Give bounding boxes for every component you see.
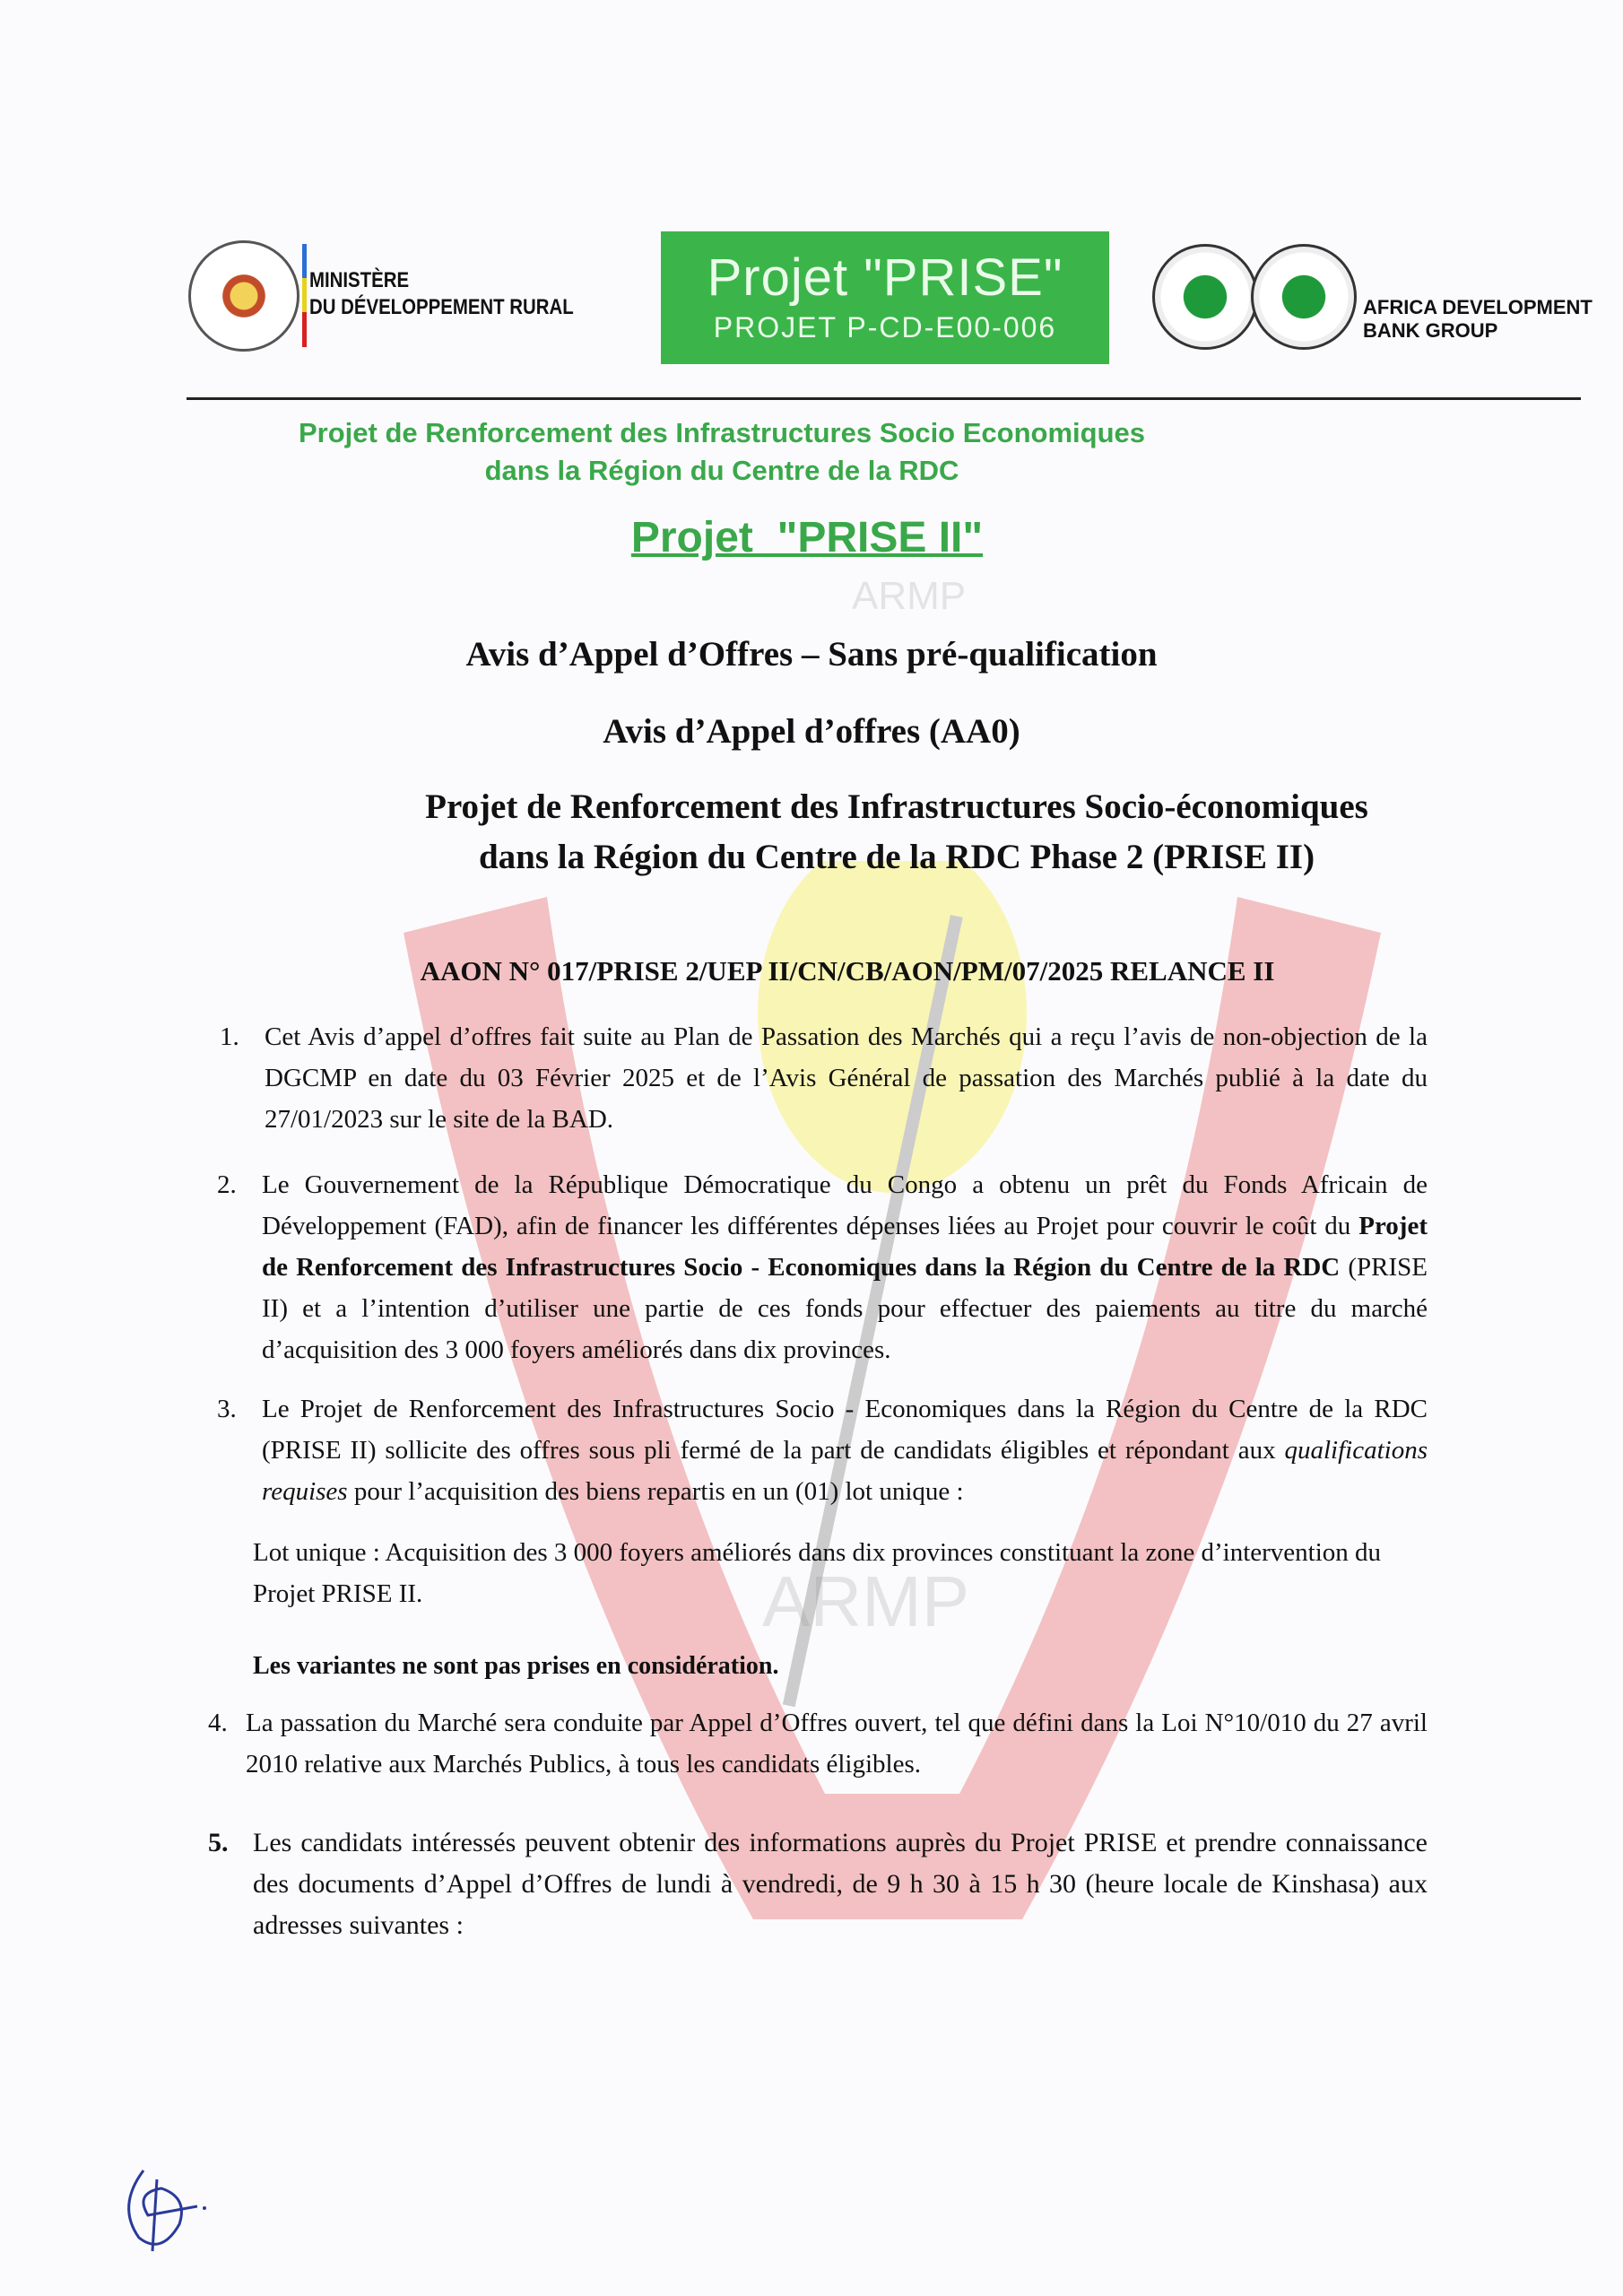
project-logo-box: [661, 231, 1109, 364]
variants-note: Les variantes ne sont pas prises en considération.: [253, 1652, 779, 1680]
lot-description: Lot unique : Acquisition des 3 000 foyers améliorés dans dix provinces constituant la zone d’intervention du Projet PRISE II.: [253, 1538, 1382, 1608]
watermark-armp: ARMP: [852, 574, 967, 618]
ministry-name: [309, 267, 574, 321]
header-divider: [187, 397, 1581, 400]
paragraph-3: [217, 1388, 1428, 1512]
paragraph-text: Le Projet de Renforcement des Infrastructures Socio - Economiques dans la Région du Centre de la RDC (PRISE II) sollicite des offres sous pli fermé de la part de candidats éligibles et répondant aux: [262, 1395, 1428, 1465]
paragraph-number: 4.: [208, 1709, 228, 1737]
paragraph-number: 3.: [217, 1395, 237, 1423]
paragraph-text: (PRISE II) et a l’intention d’utiliser une partie de ces fonds pour effectuer des paiements au titre du marché d’acquisition des 3 000 foyers améliorés dans dix provinces.: [262, 1253, 1428, 1364]
project-title: Projet "PRISE II": [630, 514, 984, 561]
paragraph-number: 5.: [208, 1828, 229, 1857]
paragraph-text: Le Gouvernement de la République Démocratique du Congo a obtenu un prêt du Fonds Africain de Développement (FAD), afin de financer les différentes dépenses liées au Projet pour couvrir le coût du: [262, 1170, 1428, 1240]
handwritten-initials: [108, 2152, 215, 2260]
paragraph-text: Les candidats intéressés peuvent obtenir des informations auprès du Projet PRISE et prendre connaissance des documents d’Appel d’Offres de lundi à vendredi, de 9 h 30 à 15 h 30 (heure locale de Kinshasa) aux adresses suivantes :: [253, 1828, 1428, 1940]
afdb-name: [1363, 296, 1593, 343]
heading-project-line1: Projet de Renforcement des Infrastructures Socio-économiques: [425, 787, 1368, 826]
paragraph-text: La passation du Marché sera conduite par Appel d’Offres ouvert, tel que défini dans la Loi N°10/010 du 27 avril 2010 relative aux Marchés Publics, à tous les candidats éligibles.: [246, 1709, 1428, 1779]
tender-reference: AAON N° 017/PRISE 2/UEP II/CN/CB/AON/PM/07/2025 RELANCE II: [420, 955, 1275, 987]
drc-government-seal: [188, 240, 299, 352]
afdb-line2: BANK GROUP: [1363, 319, 1498, 342]
flag-bar: [302, 244, 307, 347]
afdb-logo-icon: [1251, 244, 1357, 350]
afdb-line1: AFRICA DEVELOPMENT: [1363, 296, 1593, 318]
project-subtitle: [0, 414, 1623, 490]
paragraph-text: Cet Avis d’appel d’offres fait suite au Plan de Passation des Marchés qui a reçu l’avis de non-objection de la DGCMP en date du 03 Février 2025 et de l’Avis Général de passation des Marchés publié à la date du 27/01/2023 sur le site de la BAD.: [265, 1022, 1428, 1134]
afdb-logo-icon: [1152, 244, 1258, 350]
paragraph-number: 2.: [217, 1170, 237, 1199]
paragraph-4: [208, 1702, 1428, 1785]
subtitle-line1: Projet de Renforcement des Infrastructures Socio Economiques: [298, 417, 1145, 448]
ministry-line1: MINISTÈRE: [309, 268, 410, 292]
heading-tender-notice: Avis d’Appel d’Offres – Sans pré-qualification: [465, 635, 1158, 674]
paragraph-2: [217, 1164, 1428, 1370]
project-name-bold: Projet de Renforcement des Infrastructures Socio - Economiques dans la Région du Centre de la RDC: [262, 1212, 1428, 1282]
watermark-armp: ARMP: [762, 1561, 970, 1641]
heading-project: [318, 782, 1475, 883]
heading-project-line2: dans la Région du Centre de la RDC Phase 2 (PRISE II): [478, 838, 1315, 876]
qualifications-italic: qualifications requises: [262, 1436, 1428, 1506]
paragraph-text: pour l’acquisition des biens repartis en un (01) lot unique :: [347, 1477, 964, 1506]
project-box-title: Projet "PRISE": [707, 248, 1063, 307]
subtitle-line2: dans la Région du Centre de la RDC: [484, 455, 959, 486]
heading-aao: Avis d’Appel d’offres (AA0): [603, 712, 1020, 751]
paragraph-5: [208, 1822, 1428, 1946]
paragraph-1: [220, 1016, 1428, 1140]
project-box-code: PROJET P-CD-E00-006: [713, 311, 1057, 344]
ministry-line2: DU DÉVELOPPEMENT RURAL: [309, 295, 574, 319]
paragraph-number: 1.: [220, 1022, 239, 1051]
